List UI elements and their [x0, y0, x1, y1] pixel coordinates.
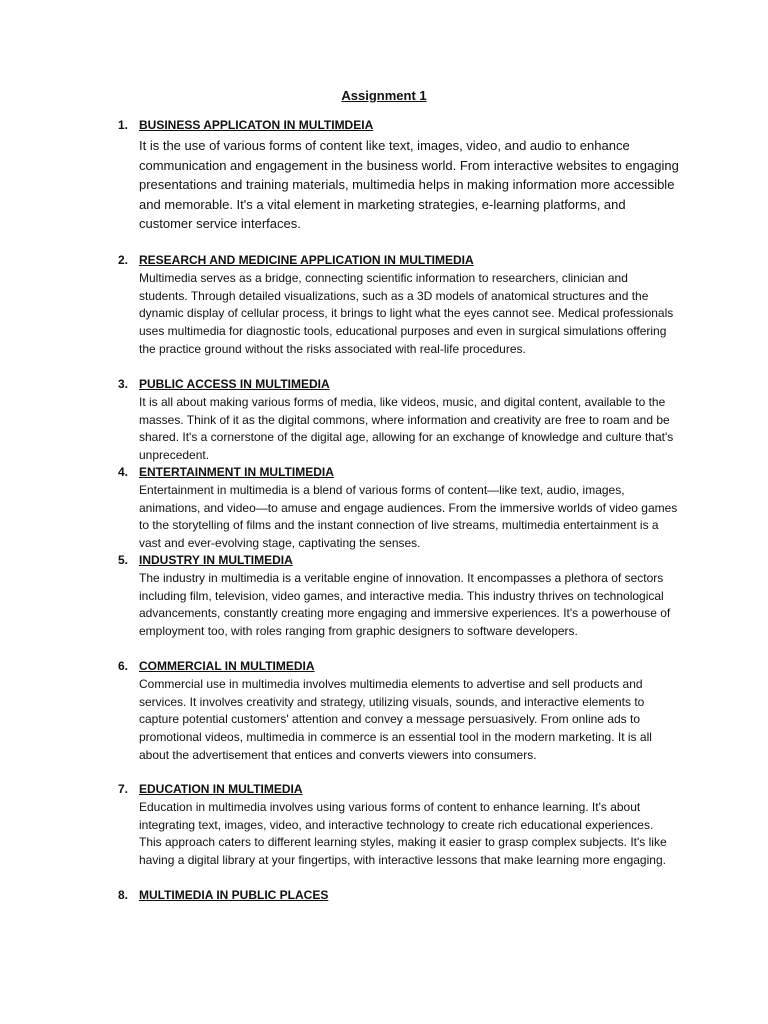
- section-body: Commercial use in multimedia involves multimedia elements to advertise and sell products and services. It involves creativity and strategy, utilizing visuals, sounds, and interactive elements to capture potential customers' attention and convey a message persuasively. From online ads to promotional videos, multimedia in commerce is an essential tool in the modern marketing. It is all about the advertisement that entices and converts viewers into consumers.: [139, 677, 652, 762]
- section-number: 6.: [118, 659, 129, 673]
- section-number: 3.: [118, 377, 129, 391]
- section-body: The industry in multimedia is a veritable engine of innovation. It encompasses a plethora of sectors including film, television, video games, and interactive media. This industry thrives on technological advancements, constantly creating more engaging and immersive experiences. It's a powerhouse of employment too, with roles ranging from graphic designers to software developers.: [139, 571, 671, 639]
- section-heading: BUSINESS APPLICATON IN MULTIMDEIA: [139, 118, 374, 132]
- section-number: 5.: [118, 553, 129, 567]
- section-heading: COMMERCIAL IN MULTIMEDIA: [139, 659, 315, 673]
- section-number: 8.: [118, 888, 129, 902]
- section-heading: MULTIMEDIA IN PUBLIC PLACES: [139, 888, 329, 902]
- section-number: 2.: [118, 253, 129, 267]
- section-heading: ENTERTAINMENT IN MULTIMEDIA: [139, 465, 334, 479]
- section-body: It is all about making various forms of media, like videos, music, and digital content, available to the masses. Think of it as the digital commons, where information and creativity are free to roam and be shared. It's a cornerstone of the digital age, allowing for an exchange of knowledge and culture that's unprecedent.: [139, 395, 674, 463]
- section-heading: PUBLIC ACCESS IN MULTIMEDIA: [139, 377, 330, 391]
- section-body: It is the use of various forms of content like text, images, video, and audio to enhance communication and engagement in the business world. From interactive websites to engaging presentations and training materials, multimedia helps in making information more accessible and memorable. It's a vital element in marketing strategies, e-learning platforms, and customer service interfaces.: [139, 138, 679, 231]
- section-body: Entertainment in multimedia is a blend of various forms of content—like text, audio, images, animations, and video—to amuse and engage audiences. From the immersive worlds of video games to the storytelling of films and the instant connection of live streams, multimedia entertainment is a vast and ever-evolving stage, captivating the senses.: [139, 483, 678, 551]
- section-heading: INDUSTRY IN MULTIMEDIA: [139, 553, 293, 567]
- section-heading: RESEARCH AND MEDICINE APPLICATION IN MULTIMEDIA: [139, 253, 474, 267]
- section-heading: EDUCATION IN MULTIMEDIA: [139, 782, 303, 796]
- section-body: Multimedia serves as a bridge, connecting scientific information to researchers, clinician and students. Through detailed visualizations, such as a 3D models of anatomical structures and the dynamic display of cellular process, it brings to light what the eyes cannot see. Medical professionals uses multimedia for diagnostic tools, educational purposes and even in surgical simulations offering the practice ground without the risks associated with real-life procedures.: [139, 271, 674, 356]
- section-number: 7.: [118, 782, 129, 796]
- section-body: Education in multimedia involves using various forms of content to enhance learning. It's about integrating text, images, video, and interactive technology to create rich educational experiences. This approach caters to different learning styles, making it easier to grasp complex subjects. It's like having a digital library at your fingertips, with interactive lessons that make learning more engaging.: [139, 800, 667, 868]
- section-number: 4.: [118, 465, 129, 479]
- section-number: 1.: [118, 118, 129, 132]
- page-title: Assignment 1: [341, 88, 427, 103]
